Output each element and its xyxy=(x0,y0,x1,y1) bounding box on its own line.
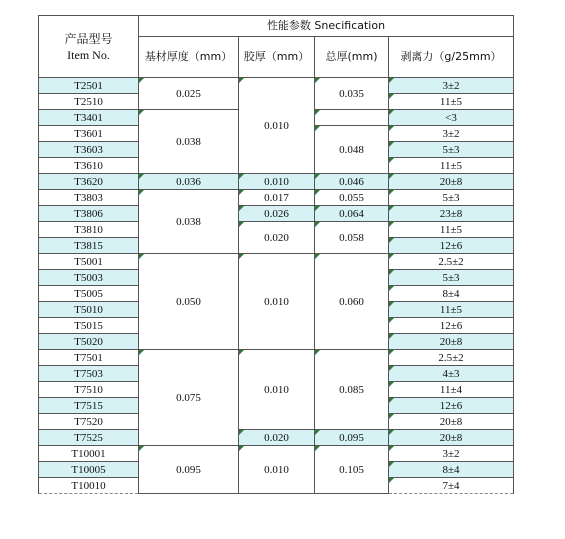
cell-peel: 5±3 xyxy=(389,142,514,158)
cell-peel: 8±4 xyxy=(389,286,514,302)
cell-item: T3803 xyxy=(39,190,139,206)
cell-item: T5010 xyxy=(39,302,139,318)
header-col-adhesive: 胶厚（mm） xyxy=(239,37,315,78)
table-row xyxy=(39,254,514,270)
cell-peel: 3±2 xyxy=(389,446,514,462)
cell-base: 0.036 xyxy=(139,174,239,190)
cell-base: 0.075 xyxy=(139,350,239,446)
header-item-en: Item No. xyxy=(67,47,110,62)
cell-base: 0.025 xyxy=(139,78,239,110)
cell-peel: 20±8 xyxy=(389,414,514,430)
table-row xyxy=(39,206,514,222)
cell-item: T7510 xyxy=(39,382,139,398)
table-row xyxy=(39,446,514,462)
cell-item: T5005 xyxy=(39,286,139,302)
spec-table-wrapper xyxy=(38,15,514,494)
cell-item: T3815 xyxy=(39,238,139,254)
cell-adhesive: 0.010 xyxy=(239,446,315,494)
spec-table xyxy=(38,15,514,494)
cell-peel: 12±6 xyxy=(389,318,514,334)
cell-item: T7515 xyxy=(39,398,139,414)
cell-item: T3620 xyxy=(39,174,139,190)
cell-total: 0.046 xyxy=(315,174,389,190)
cell-item: T2510 xyxy=(39,94,139,110)
table-row xyxy=(39,174,514,190)
cell-peel: 11±4 xyxy=(389,382,514,398)
table-row xyxy=(39,430,514,446)
cell-peel: 11±5 xyxy=(389,158,514,174)
cell-peel: 11±5 xyxy=(389,222,514,238)
cell-peel: 12±6 xyxy=(389,238,514,254)
cell-peel: 11±5 xyxy=(389,302,514,318)
header-col-base: 基材厚度（mm） xyxy=(139,37,239,78)
cell-item: T7501 xyxy=(39,350,139,366)
cell-item: T2501 xyxy=(39,78,139,94)
cell-item: T7520 xyxy=(39,414,139,430)
cell-item: T5003 xyxy=(39,270,139,286)
cell-adhesive: 0.010 xyxy=(239,350,315,430)
cell-peel: 4±3 xyxy=(389,366,514,382)
cell-total: 0.060 xyxy=(315,254,389,350)
cell-total: 0.048 xyxy=(315,126,389,174)
header-spec: 性能参数 Snecification xyxy=(139,16,514,37)
cell-item: T3603 xyxy=(39,142,139,158)
cell-peel: 7±4 xyxy=(389,478,514,494)
header-item-cn: 产品型号 xyxy=(64,31,113,46)
header-row-1 xyxy=(39,16,514,37)
cell-peel: 3±2 xyxy=(389,126,514,142)
cell-item: T5015 xyxy=(39,318,139,334)
cell-peel: 20±8 xyxy=(389,430,514,446)
cell-item: T5020 xyxy=(39,334,139,350)
cell-peel: 2.5±2 xyxy=(389,254,514,270)
table-row xyxy=(39,350,514,366)
cell-total: 0.105 xyxy=(315,446,389,494)
cell-base: 0.038 xyxy=(139,190,239,254)
cell-peel: 20±8 xyxy=(389,174,514,190)
cell-item: T3601 xyxy=(39,126,139,142)
cell-adhesive: 0.020 xyxy=(239,222,315,254)
header-col-peel: 剥离力（g/25mm） xyxy=(389,37,514,78)
cell-peel: <3 xyxy=(389,110,514,126)
cell-peel: 2.5±2 xyxy=(389,350,514,366)
cell-item: T10010 xyxy=(39,478,139,494)
cell-base: 0.050 xyxy=(139,254,239,350)
cell-item: T3810 xyxy=(39,222,139,238)
cell-total: 0.064 xyxy=(315,206,389,222)
cell-base: 0.038 xyxy=(139,110,239,174)
header-col-total: 总厚(mm) xyxy=(315,37,389,78)
cell-peel: 5±3 xyxy=(389,270,514,286)
cell-item: T3806 xyxy=(39,206,139,222)
spec-table-body xyxy=(39,16,514,494)
cell-adhesive: 0.010 xyxy=(239,174,315,190)
cell-peel: 11±5 xyxy=(389,94,514,110)
cell-base: 0.095 xyxy=(139,446,239,494)
cell-item: T10005 xyxy=(39,462,139,478)
cell-item: T3610 xyxy=(39,158,139,174)
cell-peel: 5±3 xyxy=(389,190,514,206)
cell-total: 0.055 xyxy=(315,190,389,206)
table-row xyxy=(39,78,514,94)
cell-total: 0.035 xyxy=(315,78,389,110)
cell-total xyxy=(315,110,389,126)
cell-total: 0.058 xyxy=(315,222,389,254)
cell-peel: 3±2 xyxy=(389,78,514,94)
table-row xyxy=(39,190,514,206)
cell-adhesive: 0.020 xyxy=(239,430,315,446)
cell-item: T7525 xyxy=(39,430,139,446)
cell-item: T10001 xyxy=(39,446,139,462)
table-row xyxy=(39,222,514,238)
header-item xyxy=(39,16,139,78)
cell-adhesive: 0.010 xyxy=(239,78,315,174)
cell-peel: 20±8 xyxy=(389,334,514,350)
cell-adhesive: 0.010 xyxy=(239,254,315,350)
cell-peel: 8±4 xyxy=(389,462,514,478)
cell-item: T7503 xyxy=(39,366,139,382)
cell-adhesive: 0.017 xyxy=(239,190,315,206)
cell-adhesive: 0.026 xyxy=(239,206,315,222)
cell-peel: 12±6 xyxy=(389,398,514,414)
cell-total: 0.085 xyxy=(315,350,389,430)
cell-peel: 23±8 xyxy=(389,206,514,222)
cell-item: T5001 xyxy=(39,254,139,270)
cell-total: 0.095 xyxy=(315,430,389,446)
cell-item: T3401 xyxy=(39,110,139,126)
